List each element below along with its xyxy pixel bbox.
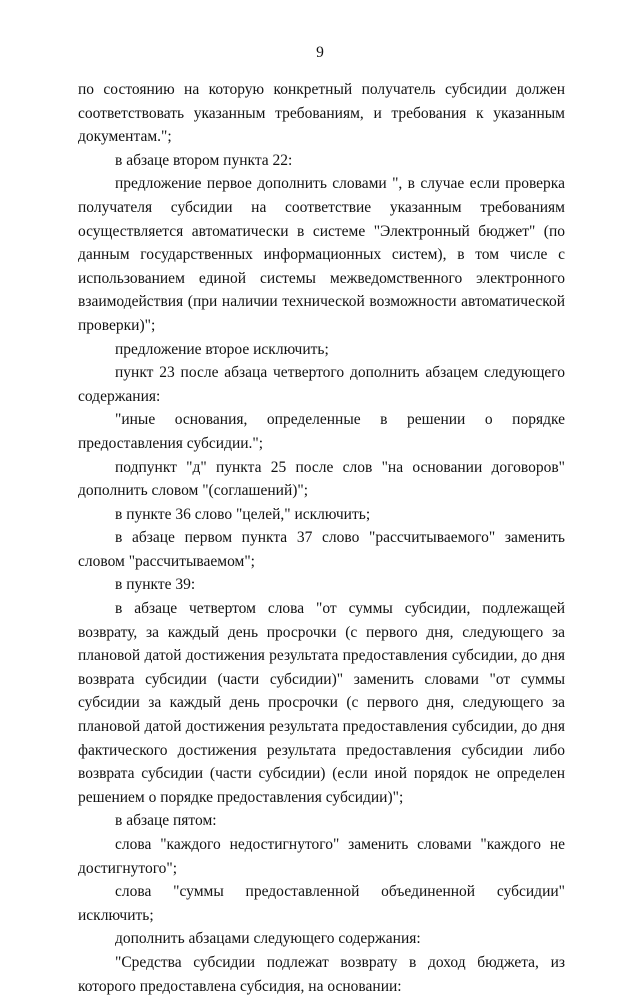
document-body (78, 78, 565, 998)
paragraph: пункт 23 после абзаца четвертого дополнить абзацем следующего содержания: (78, 364, 565, 405)
paragraph: слова "каждого недостигнутого" заменить словами "каждого не достигнутого"; (78, 836, 565, 877)
paragraph: подпункт "д" пункта 25 после слов "на основании договоров" дополнить словом "(соглашений)"; (78, 458, 565, 500)
paragraph: в абзаце первом пункта 37 слово "рассчитываемого" заменить словом "рассчитываемом"; (78, 529, 565, 570)
paragraph: дополнить абзацами следующего содержания: (115, 930, 421, 948)
paragraph: в пункте 39: (115, 576, 196, 594)
paragraph: в пункте 36 слово "целей," исключить; (115, 505, 371, 523)
paragraph: "иные основания, определенные в решении о порядке предоставления субсидии."; (78, 411, 565, 452)
page-number: 9 (316, 44, 324, 61)
paragraph: "Средства субсидии подлежат возврату в доход бюджета, из которого предоставлена субсидия, на основании: (78, 953, 565, 995)
paragraph: предложение первое дополнить словами ", в случае если проверка получателя субсидии на соответствие указанным требованиям осуществляется автоматически в системе "Электронный бюджет" (по данным государственных информационных систем), в том числе с использованием единой системы межведомственного электронного взаимодействия (при наличии технической возможности автоматической проверки)"; (78, 175, 565, 334)
paragraph: предложение второе исключить; (115, 340, 329, 358)
paragraph: слова "суммы предоставленной объединенной субсидии" исключить; (78, 883, 565, 924)
paragraph: в абзаце четвертом слова "от суммы субсидии, подлежащей возврату, за каждый день просрочки (с первого дня, следующего за плановой датой достижения результата предоставления субсидии, до дня возврата субсидии (части субсидии)" заменить словами "от суммы субсидии за каждый день просрочки (с первого дня, следующего за плановой датой достижения результата предоставления субсидии, до дня фактического достижения результата предоставления субсидии либо возврата субсидии (части субсидии) (если иной порядок не определен решением о порядке предоставления субсидии)"; (78, 600, 565, 806)
paragraph: по состоянию на которую конкретный получатель субсидии должен соответствовать указанным требованиям, и требования к указанным документам."; (78, 81, 565, 146)
paragraph: в абзаце пятом: (115, 812, 217, 830)
paragraph: в абзаце втором пункта 22: (115, 151, 293, 169)
